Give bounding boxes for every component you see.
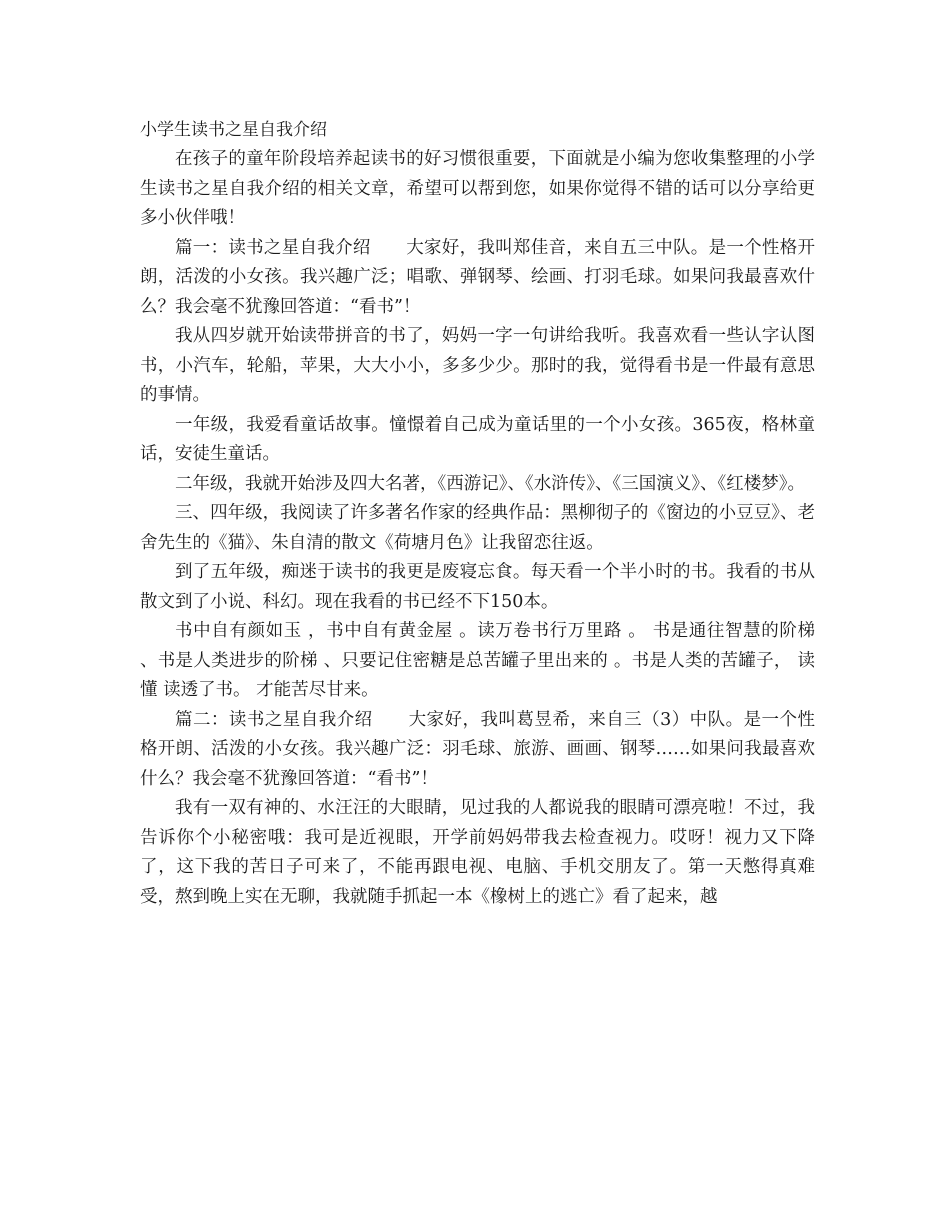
paragraph-grade-three-four: 三、四年级，我阅读了许多著名作家的经典作品：黑柳彻子的《窗边的小豆豆》、老舍先生的《猫》、朱自清的散文《荷塘月色》让我留恋往返。 (140, 503, 815, 553)
document-title: 小学生读书之星自我介绍 (140, 120, 327, 140)
paragraph-part-two-intro: 篇二：读书之星自我介绍 大家好，我叫葛昱希，来自三（3）中队。是一个性格开朗、活泼的小女孩。我兴趣广泛：羽毛球、旅游、画画、钢琴……如果问我最喜欢什么？我会毫不犹豫回答道：“看书”！ (140, 709, 815, 789)
paragraph-grade-two: 二年级，我就开始涉及四大名著，《西游记》、《水浒传》、《三国演义》、《红楼梦》。 (175, 473, 805, 494)
document-page (140, 116, 821, 912)
paragraph-age-four: 我从四岁就开始读带拼音的书了，妈妈一字一句讲给我听。我喜欢看一些认字认图书，小汽车，轮船，苹果，大大小小，多多少少。那时的我，觉得看书是一件最有意思的事情。 (140, 326, 815, 405)
paragraph-grade-one: 一年级，我爱看童话故事。憧憬着自己成为童话里的一个小女孩。365夜，格林童话，安徒生童话。 (140, 414, 815, 464)
paragraph-grade-five: 到了五年级，痴迷于读书的我更是废寝忘食。每天看一个半小时的书。我看的书从散文到了小说、科幻。现在我看的书已经不下150本。 (140, 562, 815, 612)
paragraph-eyes: 我有一双有神的、水汪汪的大眼睛，见过我的人都说我的眼睛可漂亮啦！不过，我告诉你个小秘密哦：我可是近视眼，开学前妈妈带我去检查视力。哎呀！视力又下降了，这下我的苦日子可来了，不能再跟电视、电脑、手机交朋友了。第一天憋得真难受，熬到晚上实在无聊，我就随手抓起一本《橡树上的逃亡》看了起来，越 (140, 798, 815, 907)
paragraph-intro: 在孩子的童年阶段培养起读书的好习惯很重要，下面就是小编为您收集整理的小学生读书之星自我介绍的相关文章，希望可以帮到您，如果你觉得不错的话可以分享给更多小伙伴哦！ (140, 149, 815, 228)
paragraph-part-one-intro: 篇一：读书之星自我介绍 大家好，我叫郑佳音，来自五三中队。是一个性格开朗，活泼的小女孩。我兴趣广泛；唱歌、弹钢琴、绘画、打羽毛球。如果问我最喜欢什么？我会毫不犹豫回答道：“看书”！ (140, 237, 815, 317)
paragraph-sayings: 书中自有颜如玉 ，书中自有黄金屋 。读万卷书行万里路 。 书是通往智慧的阶梯 、书是人类进步的阶梯 、只要记住密糖是总苦罐子里出来的 。书是人类的苦罐子， 读懂 读透了书。 才能苦尽甘来。 (140, 621, 821, 700)
